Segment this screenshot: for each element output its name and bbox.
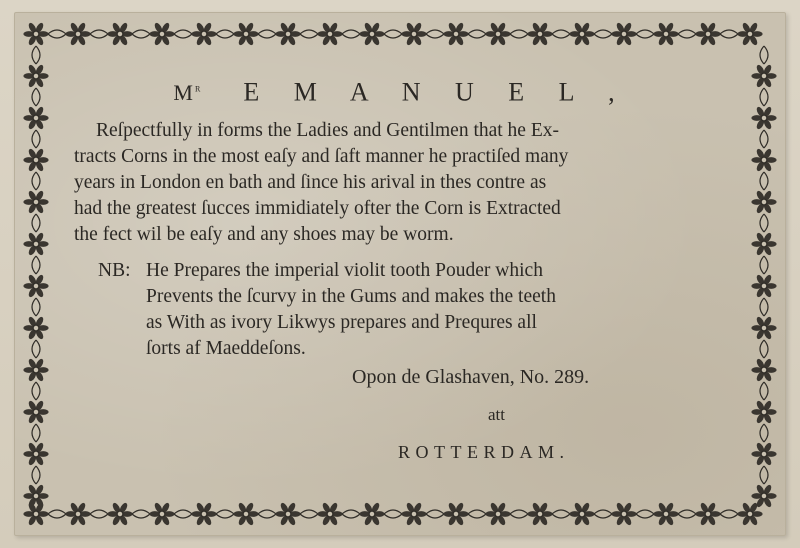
border-flower [23, 106, 48, 131]
border-flower [191, 502, 216, 527]
border-ribbon [32, 214, 40, 232]
paragraph-line: Reſpectfully in forms the Ladies and Gentilmen that he Ex- [96, 120, 559, 142]
border-ribbon [384, 30, 402, 38]
border-flower [23, 232, 48, 257]
border-ribbon [678, 510, 696, 518]
border-flower [23, 64, 48, 89]
border-ribbon [132, 30, 150, 38]
paragraph-line: tracts Corns in the most eaſy and ſaft manner he practiſed many [74, 146, 569, 168]
border-flower [751, 106, 776, 131]
border-ribbon [174, 510, 192, 518]
border-ribbon [760, 382, 768, 400]
border-flower [23, 502, 48, 527]
border-flower [107, 502, 132, 527]
border-ribbon [510, 30, 528, 38]
border-ribbon [760, 298, 768, 316]
border-flower [23, 442, 48, 467]
honorific-letter: M [173, 80, 195, 106]
border-flower [737, 22, 762, 47]
border-ribbon [300, 510, 318, 518]
honorific-superscript: r [194, 83, 203, 95]
title-heading [74, 74, 728, 108]
border-flower [569, 502, 594, 527]
border-flower [317, 502, 342, 527]
border-flower [23, 316, 48, 341]
border-ribbon [32, 298, 40, 316]
border-ribbon [32, 340, 40, 358]
paragraph-line: years in London en bath and ſince his arival in thes contre as [74, 172, 547, 194]
border-flower [485, 502, 510, 527]
border-ribbon [720, 30, 738, 38]
border-ribbon [32, 256, 40, 274]
handbill-text [74, 74, 728, 362]
border-ribbon [300, 30, 318, 38]
border-flower [65, 22, 90, 47]
border-flower [65, 502, 90, 527]
border-ribbon [760, 130, 768, 148]
nb-line: He Prepares the imperial violit tooth Pouder which [146, 260, 543, 282]
border-flower [751, 442, 776, 467]
border-flower [751, 190, 776, 215]
border-ribbon [760, 88, 768, 106]
border-ribbon [32, 424, 40, 442]
title-honorific [173, 80, 202, 105]
border-ribbon [760, 466, 768, 484]
border-flower [527, 22, 552, 47]
title-name: E M A N U E L , [243, 77, 629, 107]
border-flower [275, 502, 300, 527]
border-ribbon [32, 130, 40, 148]
border-ribbon [32, 382, 40, 400]
border-flower [751, 358, 776, 383]
border-ribbon [216, 510, 234, 518]
border-flower [23, 400, 48, 425]
paragraph-line: the fect wil be eaſy and any shoes may be worm. [74, 224, 454, 246]
border-ribbon [48, 510, 66, 518]
border-flower [695, 22, 720, 47]
border-ribbon [760, 214, 768, 232]
border-flower [275, 22, 300, 47]
border-ribbon [32, 88, 40, 106]
border-flower [751, 316, 776, 341]
border-ribbon [760, 424, 768, 442]
paragraph-line: had the greatest ſucces immidiately ofter the Corn is Extracted [74, 198, 561, 220]
border-flower [653, 22, 678, 47]
border-ribbon [468, 30, 486, 38]
border-ribbon [720, 510, 738, 518]
border-flower [359, 502, 384, 527]
city-line: ROTTERDAM. [398, 442, 570, 462]
border-flower [443, 22, 468, 47]
nb-section [74, 258, 728, 362]
border-flower [23, 358, 48, 383]
nb-label: NB: [98, 260, 131, 282]
border-ribbon [90, 510, 108, 518]
border-flower [359, 22, 384, 47]
border-flower [751, 232, 776, 257]
border-flower [317, 22, 342, 47]
border-flower [611, 502, 636, 527]
border-ribbon [32, 466, 40, 484]
border-ribbon [216, 30, 234, 38]
border-ribbon [468, 510, 486, 518]
nb-body [146, 258, 556, 362]
nb-line: as With as ivory Likwys prepares and Prequres all [146, 312, 537, 334]
border-flower [23, 148, 48, 173]
border-ribbon [636, 510, 654, 518]
border-ribbon [90, 30, 108, 38]
nb-line: ſorts af Maeddeſons. [146, 338, 306, 360]
border-flower [695, 502, 720, 527]
border-flower [233, 22, 258, 47]
border-ribbon [342, 30, 360, 38]
border-ribbon [594, 510, 612, 518]
border-ribbon [32, 172, 40, 190]
nb-line: Prevents the ſcurvy in the Gums and makes the teeth [146, 286, 556, 308]
border-ribbon [636, 30, 654, 38]
border-ribbon [342, 510, 360, 518]
border-flower [751, 148, 776, 173]
border-ribbon [760, 46, 768, 64]
border-flower [401, 502, 426, 527]
border-flower [401, 22, 426, 47]
border-ribbon [552, 30, 570, 38]
border-ribbon [594, 30, 612, 38]
border-flower [23, 190, 48, 215]
border-ribbon [678, 30, 696, 38]
border-ribbon [132, 510, 150, 518]
border-flower [149, 22, 174, 47]
border-flower [23, 22, 48, 47]
border-ribbon [552, 510, 570, 518]
border-flower [23, 274, 48, 299]
border-ribbon [510, 510, 528, 518]
address-line: Opon de Glashaven, No. 289. [352, 366, 590, 388]
border-ribbon [384, 510, 402, 518]
border-ribbon [760, 340, 768, 358]
border-ribbon [258, 30, 276, 38]
border-flower [233, 502, 258, 527]
border-flower [485, 22, 510, 47]
border-ribbon [426, 510, 444, 518]
border-ribbon [48, 30, 66, 38]
border-ribbon [258, 510, 276, 518]
border-flower [751, 400, 776, 425]
att-line: att [488, 405, 505, 424]
border-ribbon [32, 46, 40, 64]
border-ribbon [760, 172, 768, 190]
border-flower [569, 22, 594, 47]
border-flower [751, 64, 776, 89]
border-flower [611, 22, 636, 47]
border-flower [527, 502, 552, 527]
border-flower [107, 22, 132, 47]
border-flower [149, 502, 174, 527]
border-flower [23, 484, 48, 509]
border-flower [191, 22, 216, 47]
border-flower [443, 502, 468, 527]
border-ribbon [760, 256, 768, 274]
border-flower [751, 274, 776, 299]
border-ribbon [426, 30, 444, 38]
border-flower [653, 502, 678, 527]
main-paragraph [74, 118, 728, 248]
border-ribbon [174, 30, 192, 38]
